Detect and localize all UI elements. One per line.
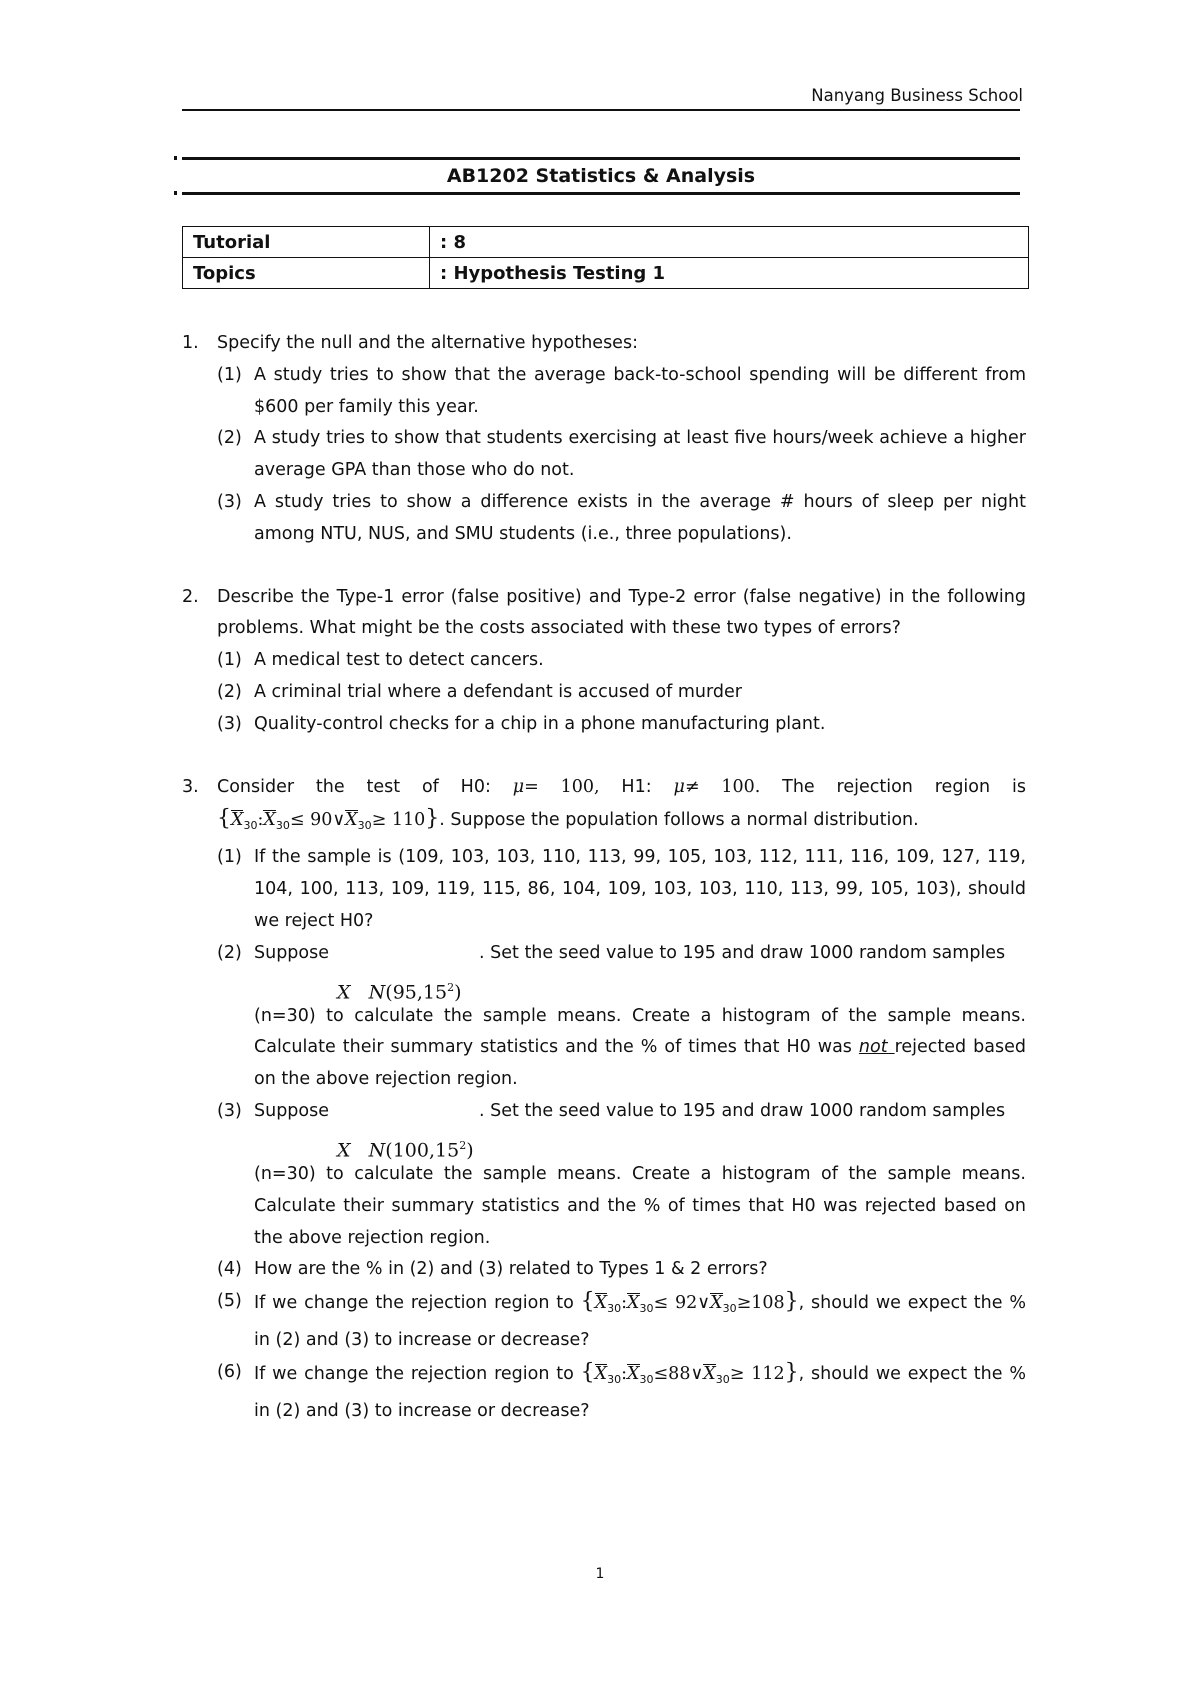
sample-mean-symbol: X — [263, 810, 276, 831]
sub-question-text: How are the % in (2) and (3) related to Types 1 & 2 errors? — [254, 1259, 768, 1280]
paren-close: ) — [466, 1139, 474, 1162]
sub-question-text: A study tries to show a difference exists in the average # hours of sleep per night among NTU, NUS, and SMU students (i.e., three populations). — [254, 491, 1026, 544]
sample-size-subscript: 30 — [357, 819, 372, 833]
or-symbol: ∨ — [697, 1293, 711, 1314]
squared-exponent: 2 — [447, 980, 455, 994]
sub-question-continuation: (n=30) to calculate the sample means. Create a histogram of the sample means. Calculate their summary statistics and the % of times that H0 was rejected based on the above rejection region. — [254, 1163, 1026, 1248]
sample-size-subscript: 30 — [275, 819, 290, 833]
sub-question-text: A criminal trial where a defendant is accused of murder — [254, 681, 742, 702]
text-part: If we change the rejection region to — [254, 1293, 574, 1314]
emphasis-not: not — [858, 1037, 895, 1058]
sub-question-body — [254, 1096, 1026, 1254]
tutorial-label: Tutorial — [183, 227, 430, 258]
sample-size-subscript: 30 — [639, 1302, 654, 1316]
header-divider — [182, 109, 1020, 111]
title-rule-bottom — [182, 192, 1020, 195]
sub-question-number: (2) — [217, 428, 242, 449]
brace-close: } — [425, 806, 440, 832]
question-1 — [172, 328, 1026, 551]
or-symbol: ∨ — [690, 1363, 704, 1384]
upper-bound: ≥ 110 — [371, 810, 426, 831]
sub-question-text: A study tries to show that the average back-to-school spending will be different from $600 per family this year. — [254, 364, 1026, 417]
alternative-value: ≠ 100. — [684, 776, 761, 797]
sub-question-text: Quality-control checks for a chip in a phone manufacturing plant. — [254, 713, 826, 734]
mu-symbol: μ — [673, 776, 685, 797]
sample-mean-symbol: X — [345, 810, 358, 831]
sub-question-number: (3) — [217, 713, 242, 734]
sub-question-number: (1) — [217, 364, 242, 385]
paren-close: ) — [454, 980, 462, 1003]
question-number: 1. — [182, 333, 199, 353]
sub-question-text: A study tries to show that students exercising at least five hours/week achieve a higher average GPA than those who do not. — [254, 428, 1026, 481]
lower-bound: ≤ 90 — [289, 810, 333, 831]
distribution-line — [254, 1096, 1026, 1162]
title-rule-tick-top — [174, 156, 177, 160]
suppose-label: Suppose — [254, 1100, 330, 1121]
lower-bound: ≤88 — [653, 1363, 691, 1384]
question-stem: Specify the null and the alternative hypotheses: — [217, 333, 638, 353]
sub-question — [217, 1357, 1026, 1428]
rejection-region-formula — [580, 1289, 799, 1316]
sub-question-text: . Set the seed value to 195 and draw 1000 random samples — [479, 1100, 1006, 1121]
sub-question-number: (2) — [217, 942, 242, 963]
sub-question-number: (1) — [217, 650, 242, 671]
title-rule-top — [182, 157, 1020, 160]
question-2 — [172, 582, 1026, 741]
topics-label: Topics — [183, 258, 430, 289]
question-stem — [217, 772, 1026, 843]
sub-question — [217, 645, 1026, 677]
null-value: = 100, — [524, 776, 600, 797]
text-part: , should we expect the % in (2) and (3) to increase or decrease? — [254, 1363, 1026, 1421]
upper-bound: ≥108 — [736, 1293, 785, 1314]
stem-word: test — [366, 776, 401, 797]
upper-bound: ≥ 112 — [729, 1363, 785, 1384]
stem-word: The — [782, 776, 815, 797]
sample-size-subscript: 30 — [715, 1372, 730, 1386]
sub-question — [217, 938, 1026, 1096]
text-part: , should we expect the % in (2) and (3) to increase or decrease? — [254, 1293, 1026, 1350]
stem-suffix: . Suppose the population follows a normal distribution. — [439, 810, 919, 831]
brace-open: { — [580, 1359, 595, 1385]
sample-mean-symbol: X — [231, 810, 244, 831]
rejection-region-formula — [217, 806, 440, 833]
distribution-params: (95,15 — [385, 980, 448, 1003]
brace-open: { — [580, 1289, 595, 1315]
brace-close: } — [784, 1289, 799, 1315]
sub-question-number: (3) — [217, 491, 242, 512]
rejection-region-line — [217, 803, 1026, 842]
sub-question — [217, 423, 1026, 487]
course-title: AB1202 Statistics & Analysis — [446, 165, 756, 187]
mu-symbol: μ — [512, 776, 525, 797]
sub-question-number: (1) — [217, 847, 242, 868]
colon: : — [621, 1293, 628, 1314]
brace-open: { — [217, 806, 231, 832]
topics-value: : Hypothesis Testing 1 — [430, 258, 1029, 289]
title-rule-tick-bottom — [174, 191, 177, 195]
text-part: rejected based on the above rejection region. — [254, 1037, 1026, 1090]
question-stem-line — [217, 772, 1026, 804]
stem-word: is — [1011, 776, 1026, 797]
sub-question-body — [254, 1357, 1026, 1428]
table-row — [183, 227, 1029, 258]
question-3 — [172, 772, 1026, 1428]
sub-question — [217, 1286, 1026, 1357]
sample-mean-symbol: X — [710, 1293, 723, 1314]
sub-question-text: . Set the seed value to 195 and draw 1000 random samples — [479, 942, 1006, 963]
sub-question — [217, 842, 1026, 937]
sub-question-number: (6) — [217, 1361, 242, 1382]
sub-question-continuation — [254, 1001, 1026, 1096]
sample-size-subscript: 30 — [243, 819, 258, 833]
normal-symbol: N — [368, 980, 386, 1003]
text-part: If we change the rejection region to — [254, 1363, 574, 1384]
sub-question — [217, 677, 1026, 709]
sub-question-number: (2) — [217, 681, 242, 702]
tutorial-value: : 8 — [430, 227, 1029, 258]
sub-question-body — [254, 938, 1026, 1096]
question-number: 2. — [182, 586, 199, 607]
or-symbol: ∨ — [332, 810, 346, 831]
distribution-line — [254, 938, 1026, 1001]
random-variable: X — [337, 1139, 351, 1162]
sample-size-subscript: 30 — [607, 1372, 622, 1386]
normal-symbol: N — [368, 1139, 386, 1162]
question-list — [172, 328, 1026, 1458]
question-stem: Describe the Type-1 error (false positive) and Type-2 error (false negative) in the following problems. What might be the costs associated with these two types of errors? — [217, 586, 1026, 639]
sub-question — [217, 1096, 1026, 1254]
stem-word: the — [315, 776, 345, 797]
sub-question-text: A medical test to detect cancers. — [254, 650, 544, 671]
header-school-name: Nanyang Business School — [811, 86, 1023, 105]
sub-question-body — [254, 1286, 1026, 1357]
sample-mean-symbol: X — [703, 1363, 716, 1384]
page-number: 1 — [595, 1566, 605, 1582]
brace-close: } — [784, 1359, 799, 1385]
distribution-params: (100,15 — [385, 1139, 460, 1162]
sub-question-number: (3) — [217, 1100, 242, 1121]
stem-word: H0: — [460, 776, 491, 797]
stem-word: of — [421, 776, 439, 797]
sub-question-number: (5) — [217, 1291, 242, 1312]
sub-question — [217, 709, 1026, 741]
stem-word: region — [934, 776, 991, 797]
squared-exponent: 2 — [459, 1138, 467, 1152]
text-part: (n=30) to calculate the sample means. Create a histogram of the sample means. Calculate their summary statistics and the % of times that H0 was — [254, 1005, 1026, 1058]
random-variable: X — [337, 980, 351, 1003]
sub-question — [217, 360, 1026, 424]
suppose-label: Suppose — [254, 942, 330, 963]
tutorial-info-table — [182, 226, 1029, 289]
sub-question — [217, 1254, 1026, 1286]
sample-size-subscript: 30 — [722, 1302, 737, 1316]
sample-mean-symbol: X — [594, 1363, 608, 1384]
table-row — [183, 258, 1029, 289]
sub-question-text: If the sample is (109, 103, 103, 110, 113, 99, 105, 103, 112, 111, 116, 109, 127, 119, 104, 100, 113, 109, 119, 115, 86, 104, 109, 103, 103, 110, 113, 99, 105, 103), should we reject H0? — [254, 847, 1026, 931]
colon: : — [621, 1363, 628, 1384]
colon: : — [257, 810, 264, 831]
sample-mean-symbol: X — [594, 1293, 608, 1314]
question-number: 3. — [182, 776, 199, 797]
sample-size-subscript: 30 — [639, 1372, 654, 1386]
lower-bound: ≤ 92 — [653, 1293, 698, 1314]
sample-size-subscript: 30 — [607, 1302, 622, 1316]
stem-word: rejection — [836, 776, 913, 797]
stem-word: H1: — [621, 776, 652, 797]
sample-mean-symbol: X — [627, 1363, 640, 1384]
sub-question — [217, 487, 1026, 551]
rejection-region-formula — [580, 1359, 799, 1386]
sample-mean-symbol: X — [627, 1293, 640, 1314]
sub-question-number: (4) — [217, 1259, 242, 1280]
stem-word: Consider — [217, 776, 295, 797]
